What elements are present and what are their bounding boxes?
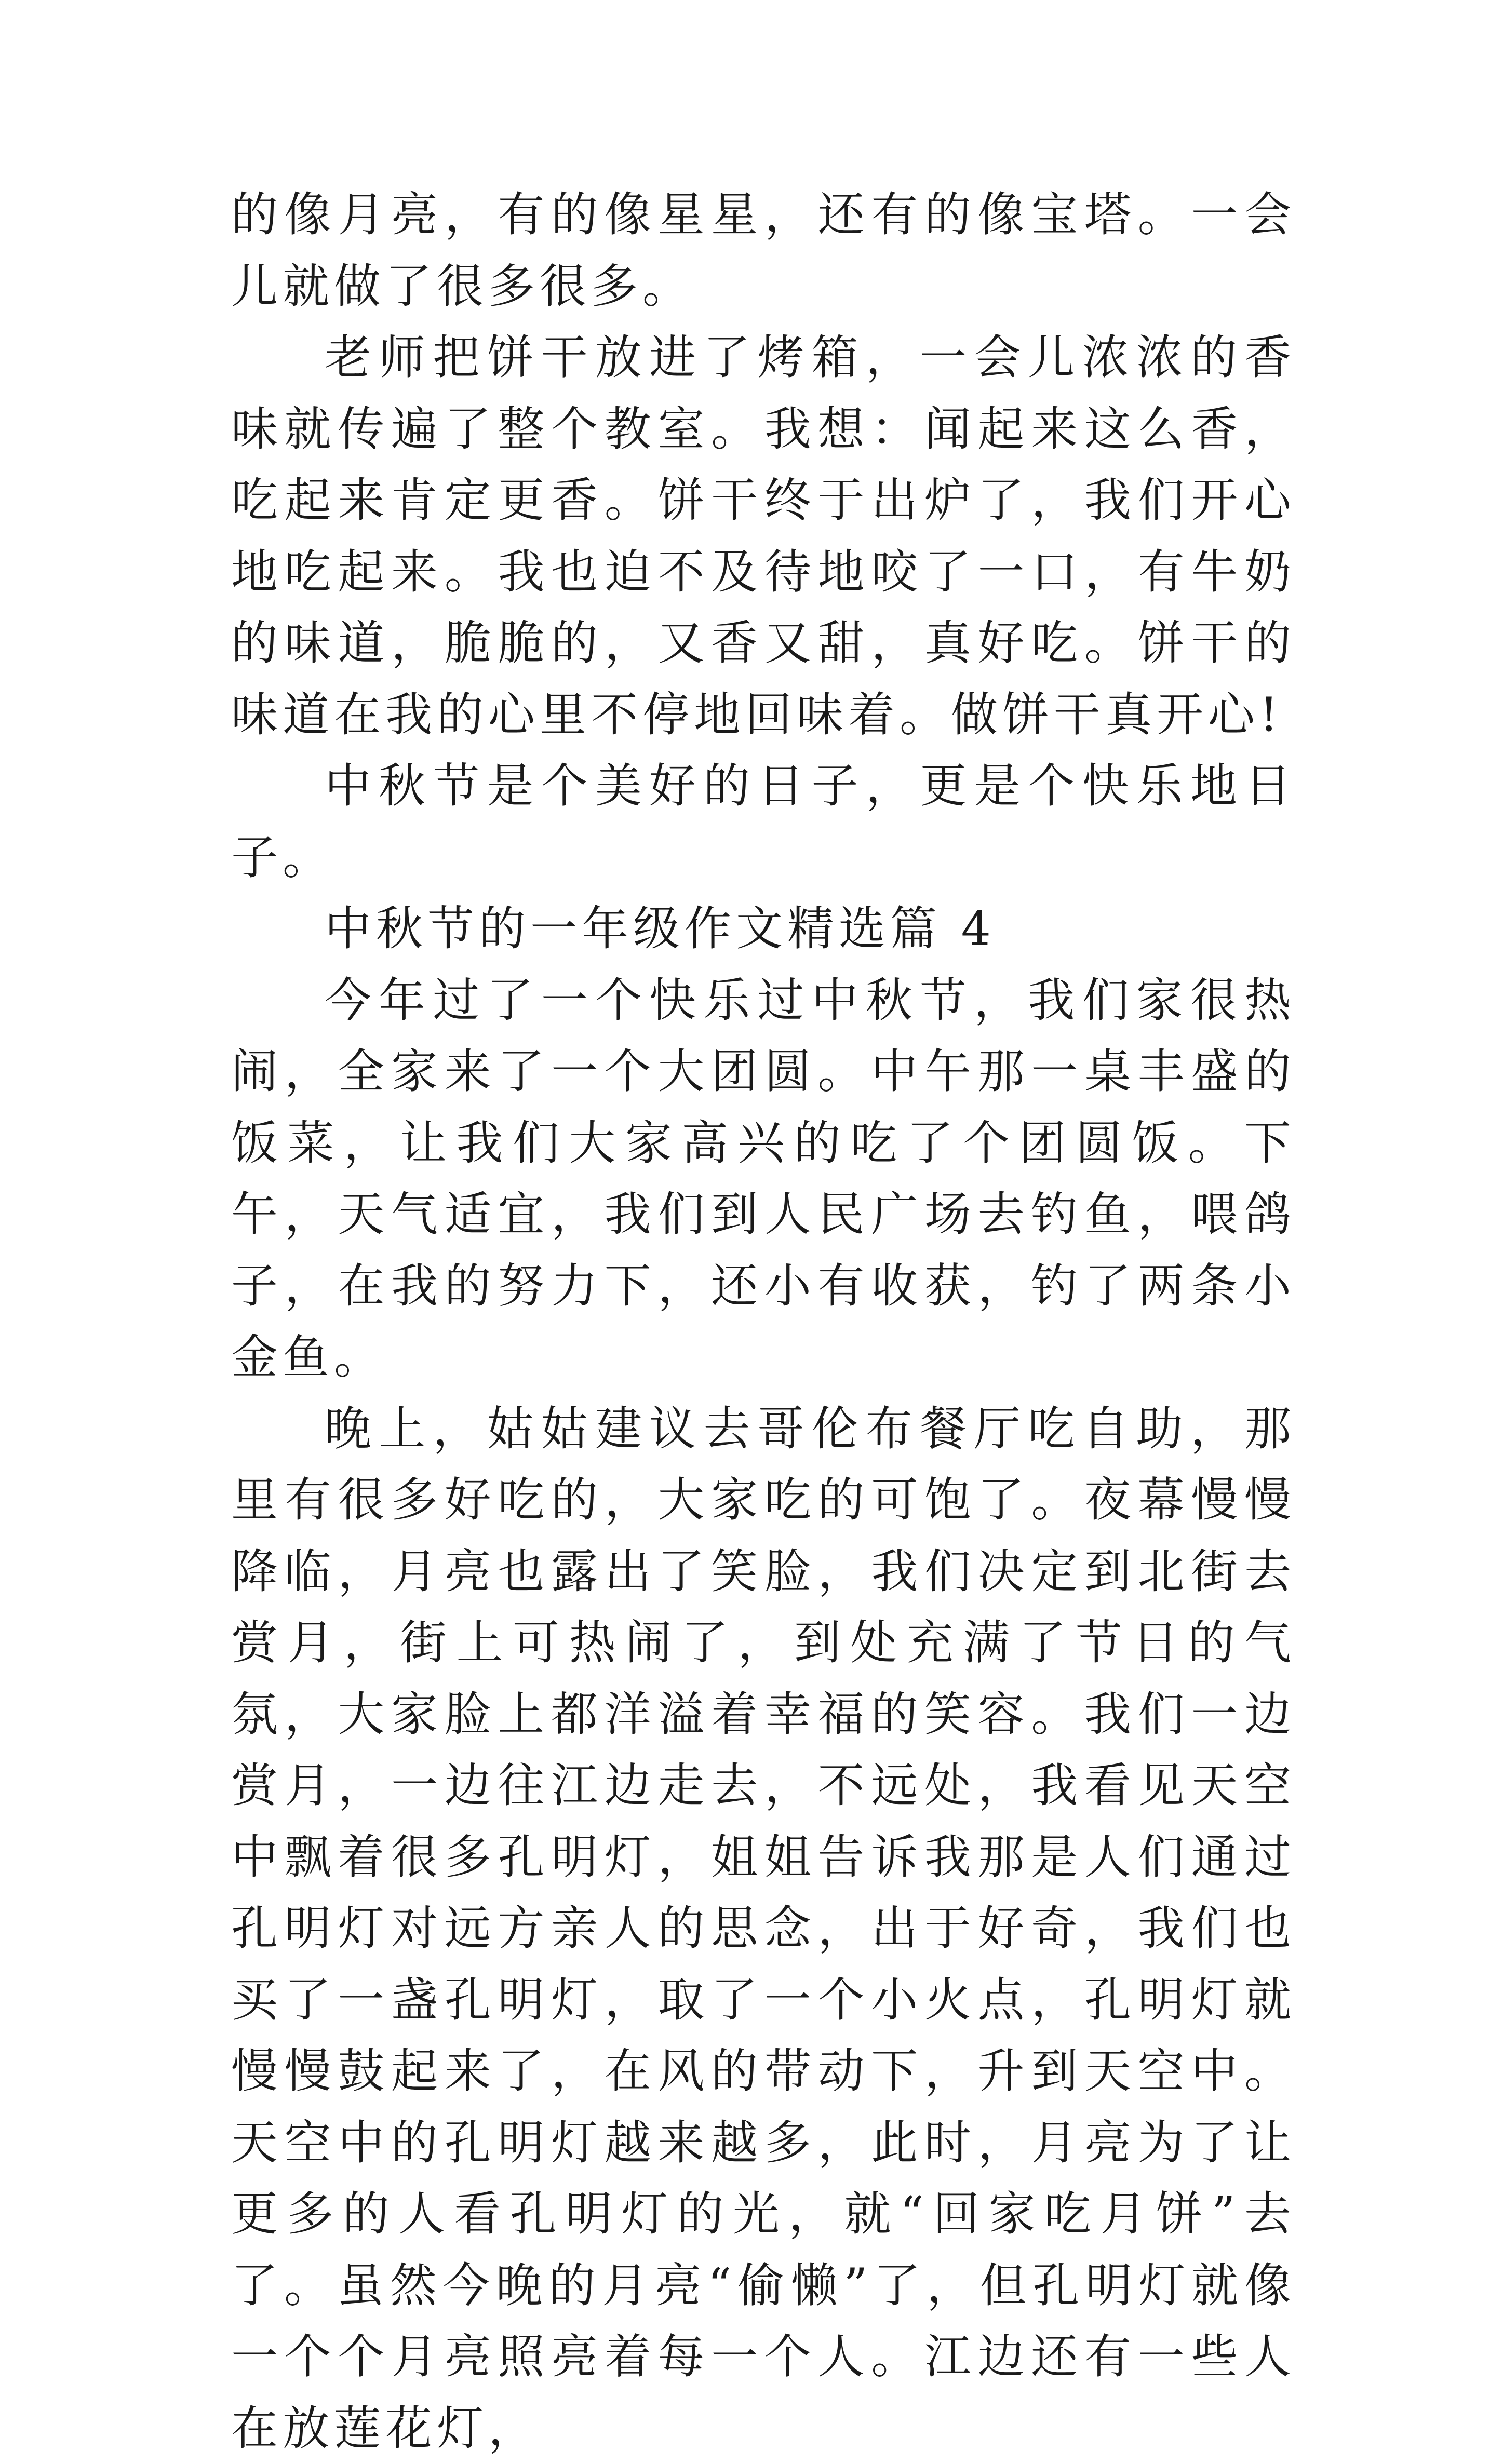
essay-heading: 中秋节的一年级作文精选篇 4 [231, 893, 1296, 965]
paragraph-baking-cookies: 老师把饼干放进了烤箱，一会儿浓浓的香味就传遍了整个教室。我想：闻起来这么香，吃起来肯定更香。饼干终于出炉了，我们开心地吃起来。我也迫不及待地咬了一口，有牛奶的味道，脆脆的，又香又甜，真好吃。饼干的味道在我的心里不停地回味着。做饼干真开心! [231, 322, 1296, 750]
document-body [231, 179, 1296, 2464]
paragraph-continuation: 的像月亮，有的像星星，还有的像宝塔。一会儿就做了很多很多。 [231, 179, 1296, 322]
paragraph-family-reunion: 今年过了一个快乐过中秋节，我们家很热闹，全家来了一个大团圆。中午那一桌丰盛的饭菜，让我们大家高兴的吃了个团圆饭。下午，天气适宜，我们到人民广场去钓鱼，喂鸽子，在我的努力下，还小有收获，钓了两条小金鱼。 [231, 965, 1296, 1393]
paragraph-mid-autumn-summary: 中秋节是个美好的日子，更是个快乐地日子。 [231, 750, 1296, 893]
paragraph-evening-lanterns: 晚上，姑姑建议去哥伦布餐厅吃自助，那里有很多好吃的，大家吃的可饱了。夜幕慢慢降临，月亮也露出了笑脸，我们决定到北街去赏月，街上可热闹了，到处充满了节日的气氛，大家脸上都洋溢着幸福的笑容。我们一边赏月，一边往江边走去，不远处，我看见天空中飘着很多孔明灯，姐姐告诉我那是人们通过孔明灯对远方亲人的思念，出于好奇，我们也买了一盏孔明灯，取了一个小火点，孔明灯就慢慢鼓起来了，在风的带动下，升到天空中。天空中的孔明灯越来越多，此时，月亮为了让更多的人看孔明灯的光，就“回家吃月饼”去了。虽然今晚的月亮“偷懒”了，但孔明灯就像一个个月亮照亮着每一个人。江边还有一些人在放莲花灯， [231, 1393, 1296, 2464]
